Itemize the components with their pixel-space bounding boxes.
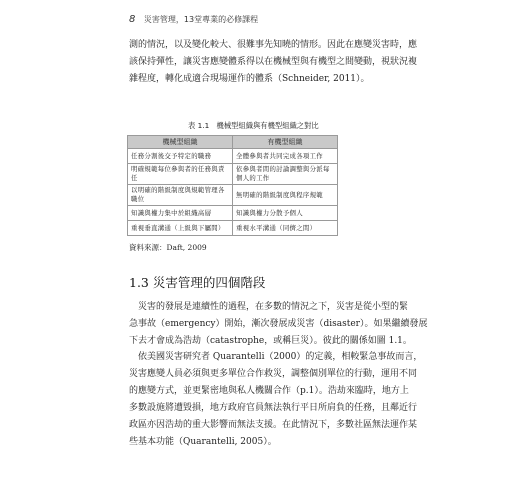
running-title: 災害管理，13堂專業的必修課程 (143, 15, 259, 24)
table-row (128, 206, 338, 221)
text-line: 依美國災害研究者 Quarantelli（2000）的定義，相較緊急事故而言， (129, 352, 423, 362)
table-cell: 重視水平溝通（同儕之間） (233, 221, 338, 236)
table-row (128, 221, 338, 236)
table-cell: 任務分割後交予特定的職務 (128, 149, 233, 164)
text-line: 下去才會成為浩劫（catastrophe，或稱巨災）。彼此的關係如圖 1.1。 (129, 336, 412, 346)
table-cell: 無明確的階級制度與程序規範 (233, 185, 338, 206)
text-line: 災害的發展是連續性的過程，在多數的情況之下，災害是從小型的緊 (129, 302, 409, 312)
section-paragraph-2 (129, 349, 423, 451)
table-cell: 全體參與者共同完成各項工作 (233, 149, 338, 164)
page-number: 8 (129, 14, 136, 25)
column-header-organic: 有機型組織 (233, 136, 338, 149)
table-header-row (128, 136, 338, 149)
table-row (128, 164, 338, 185)
table-cell: 重視垂直溝通（上級與下屬間） (128, 221, 233, 236)
table-row (128, 185, 338, 206)
section-paragraph-1 (129, 299, 428, 350)
text-line: 測的情況，以及變化較大、很難事先知曉的情形。因此在應變災害時，應 (129, 40, 418, 50)
table-caption: 表 1.1 機械型組織與有機型組織之對比 (188, 121, 319, 130)
text-line: 多數設施將遭毀損，地方政府官員無法執行平日所肩負的任務，且鄰近行 (129, 403, 418, 413)
text-line: 急事故（emergency）開始，漸次發展成災害（disaster）。如果繼續發展 (129, 319, 428, 329)
text-line: 災害應變人員必須與更多單位合作救災，調整個別單位的行動，運用不同 (129, 369, 418, 379)
table-cell: 明確規範每位參與者的任務與責任 (128, 164, 233, 185)
text-line: 政區亦因浩劫的重大影響而無法支援。在此情況下，多數社區無法運作某 (129, 420, 418, 430)
text-line: 雜程度，轉化成適合現場運作的體系（Schneider, 2011）。 (129, 74, 370, 84)
table-row (128, 149, 338, 164)
comparison-table (127, 135, 338, 236)
table-cell: 以明確的階級制度與規範管理各職位 (128, 185, 233, 206)
table-cell: 依參與者間的討論調整與分派每個人的工作 (233, 164, 338, 185)
intro-paragraph (129, 37, 418, 88)
table-cell: 知識與權力分散予個人 (233, 206, 338, 221)
table-cell: 知識與權力集中於組織高層 (128, 206, 233, 221)
text-line: 該保持彈性，讓災害應變體系得以在機械型與有機型之間變動，視狀況複 (129, 57, 418, 67)
table-source: 資料來源：Daft, 2009 (129, 243, 207, 252)
running-header (129, 14, 258, 25)
section-heading: 1.3 災害管理的四個階段 (129, 275, 266, 290)
column-header-mechanistic: 機械型組織 (128, 136, 233, 149)
text-line: 的應變方式，並更緊密地與私人機關合作（p.1）。浩劫來臨時，地方上 (129, 386, 409, 396)
text-line: 些基本功能（Quarantelli, 2005）。 (129, 437, 277, 447)
